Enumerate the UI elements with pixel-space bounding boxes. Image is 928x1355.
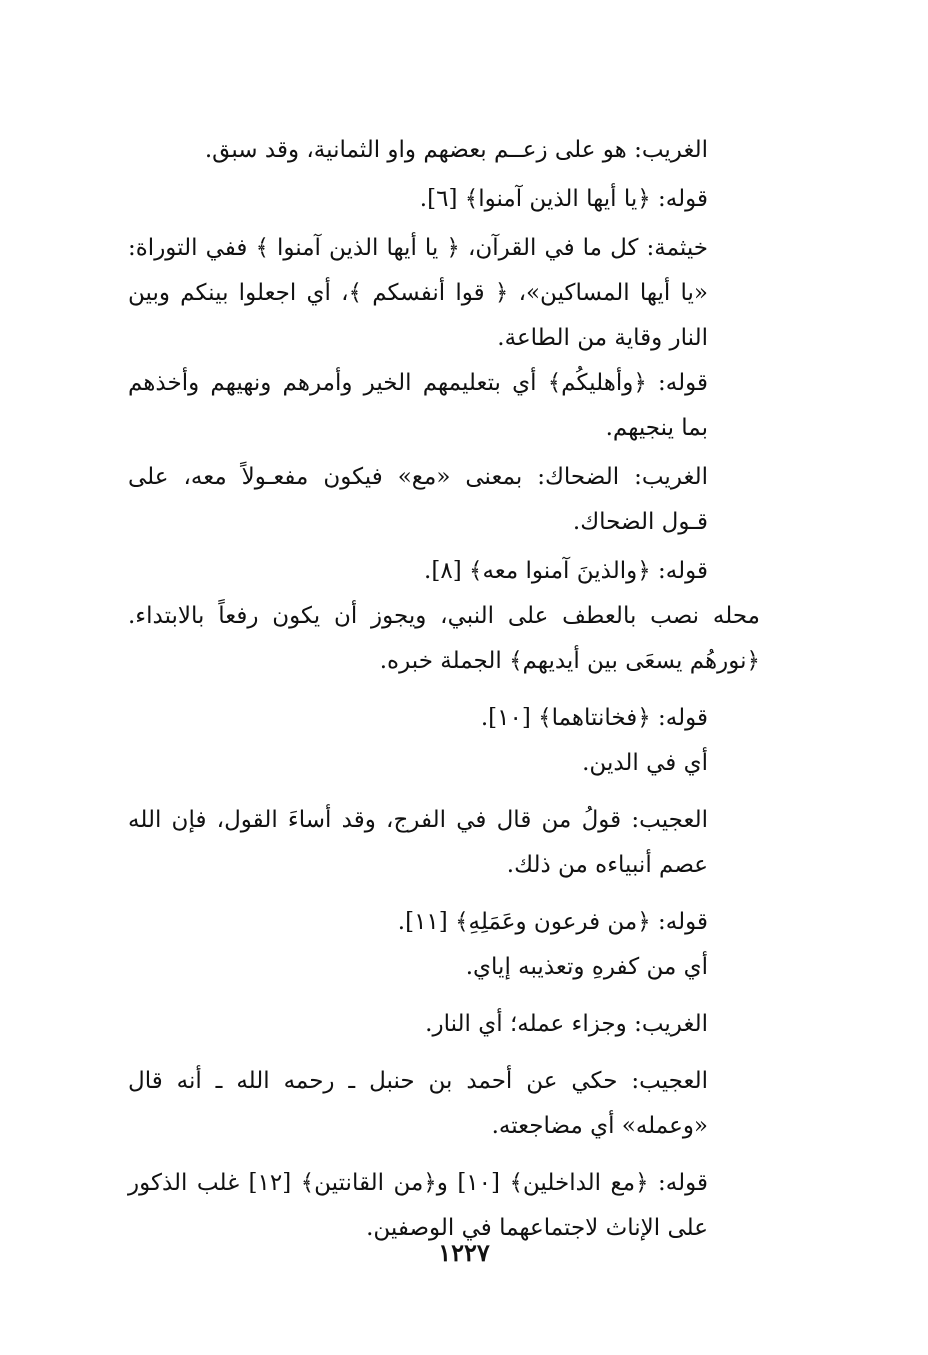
paragraph-qawluh-12: قوله: ﴿مع الداخلين﴾ [١٠] و﴿من القانتين﴾ [١٢] غلب الذكور على الإناث لاجتماعهما في الوصفين. (128, 1170, 708, 1241)
page-number: ١٢٢٧ (438, 1238, 490, 1267)
paragraph-gharib-dahhak: الغريب: الضحاك: بمعنى «مع» فيكون مفعـولاً معه، على قـول الضحاك. (128, 464, 708, 535)
paragraph-gharib-waw: الغريب: هو على زعــم بعضهم واو الثمانية، وقد سبق. (204, 137, 708, 163)
paragraph-ajib-ahmad: العجيب: حكي عن أحمد بن حنبل ـ رحمه الله ـ أنه قال «وعمله» أي مضاجعته. (128, 1068, 708, 1139)
page-body (128, 128, 760, 1251)
paragraph-qawluh-6: قوله: ﴿يا أيها الذين آمنوا﴾ [٦]. (419, 186, 708, 212)
paragraph-mahalluh: محله نصب بالعطف على النبي، ويجوز أن يكون رفعاً بالابتداء. ﴿نورهُم يسعَى بين أيديهم﴾ الجملة خبره. (128, 603, 760, 674)
paragraph-fi-al-din: أي في الدين. (582, 750, 708, 776)
paragraph-min-kufrih: أي من كفرهِ وتعذيبه إياي. (465, 954, 708, 980)
paragraph-wa-ahlikum: قوله: ﴿وأهليكُم﴾ أي بتعليمهم الخير وأمرهم ونهيهم وأخذهم بما ينجيهم. (128, 370, 708, 441)
paragraph-ajib-faraj: العجيب: قولُ من قال في الفرج، وقد أساءَ القول، فإن الله عصم أنبياءه من ذلك. (128, 807, 708, 878)
paragraph-khaythama: خيثمة: كل ما في القرآن، ﴿ يا أيها الذين آمنوا ﴾ ففي التوراة: «يا أيها المساكين»، ﴿ قوا أنفسكم ﴾، أي اجعلوا بينكم وبين النار وقاية من الطاعة. (128, 235, 708, 351)
paragraph-qawluh-11: قوله: ﴿من فرعون وعَمَلِهِ﴾ [١١]. (397, 909, 708, 935)
paragraph-gharib-jaza: الغريب: وجزاء عمله؛ أي النار. (425, 1011, 708, 1037)
paragraph-qawluh-8: قوله: ﴿والذينَ آمنوا معه﴾ [٨]. (424, 558, 708, 584)
paragraph-qawluh-10: قوله: ﴿فخانتاهما﴾ [١٠]. (480, 705, 708, 731)
